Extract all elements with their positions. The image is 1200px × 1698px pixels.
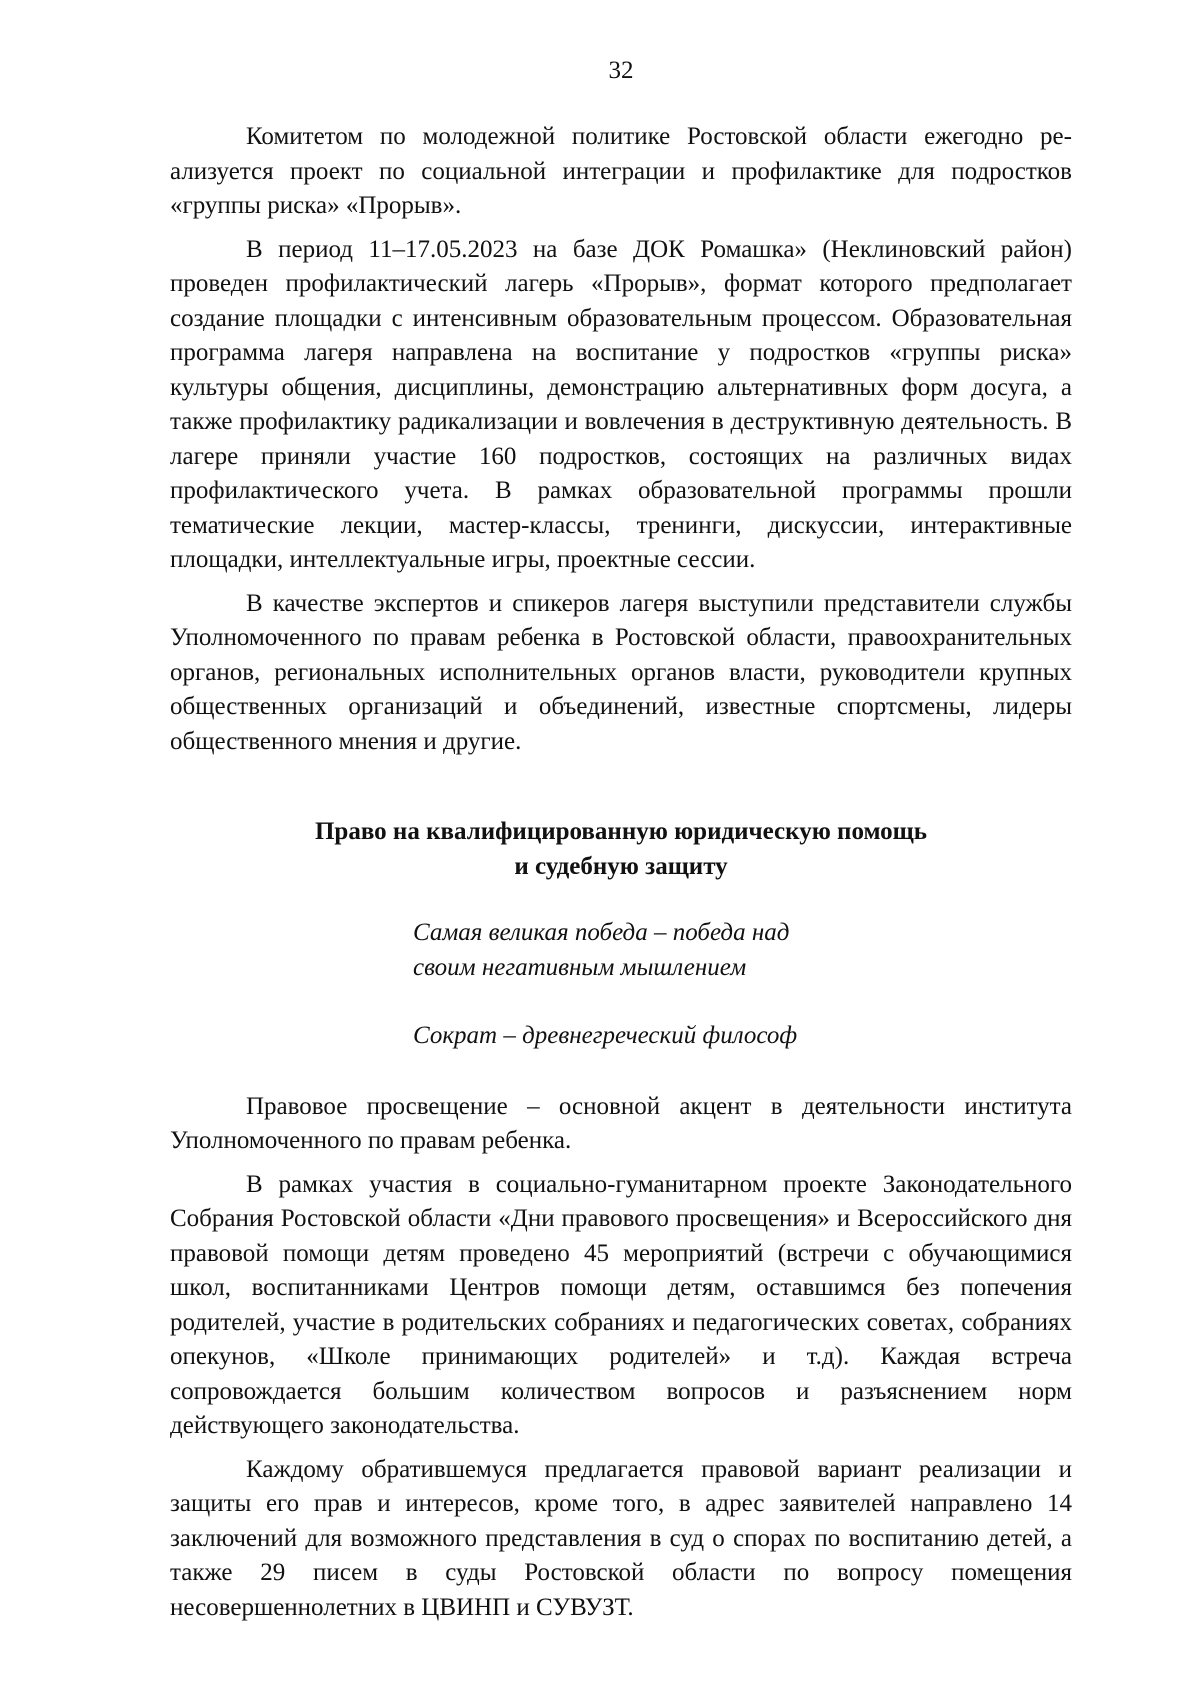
paragraph-legal-education-days: В рамках участия в социально-гуманитарном проекте Законодательного Собрания Ростовской области «Дни правового просвещения» и Всероссийского дня правовой помощи детям проведено 45 мероприятий (встречи с обучающимися школ, воспитанниками Центров помощи детям, оставшимся без попечения родителей, участие в родительских собраниях и педагогических советах, собраниях опекунов, «Школе принимающих родителей» и т.д). Каждая встреча сопровождается большим количеством вопросов и разъяснением норм действующего законодательства. bbox=[170, 1170, 1072, 1439]
epigraph-line-2: своим негативным мышлением bbox=[413, 953, 747, 981]
epigraph-author: Сократ – древнегреческий философ bbox=[413, 1022, 798, 1049]
epigraph bbox=[413, 916, 1072, 1054]
section-heading-line-1: Право на квалифицированную юридическую помощь bbox=[314, 818, 927, 845]
epigraph-line-1: Самая великая победа – победа над bbox=[413, 919, 790, 946]
paragraph-legal-education: Правовое просвещение – основной акцент в деятельности института Уполномоченного по правам ребенка. bbox=[170, 1092, 1072, 1154]
paragraph-youth-policy-project: Комитетом по молодежной политике Ростовской области ежегодно реализуется проект по социальной интеграции и профилактике для подростков «группы риска» «Прорыв». bbox=[170, 123, 1072, 219]
paragraph-legal-assistance: Каждому обратившемуся предлагается правовой вариант реализации и защиты его прав и интересов, кроме того, в адрес заявителей направлено 14 заключений для возможного представления в суд о спорах по воспитанию детей, а также 29 писем в суды Ростовской области по вопросу помещения несовершеннолетних в ЦВИНП и СУВУЗТ. bbox=[170, 1455, 1072, 1621]
page-number: 32 bbox=[608, 57, 634, 84]
section-heading bbox=[170, 815, 1072, 884]
section-heading-line-2: и судебную защиту bbox=[514, 852, 728, 880]
paragraph-camp-experts: В качестве экспертов и спикеров лагеря выступили представители службы Уполномоченного по правам ребенка в Ростовской области, правоохранительных органов, региональных исполнительных органов власти, руководители крупных общественных организаций и объединений, известные спортсмены, лидеры общественного мнения и другие. bbox=[170, 589, 1072, 755]
paragraph-camp-proryv: В период 11–17.05.2023 на базе ДОК Ромашка» (Неклиновский район) проведен профилактический лагерь «Прорыв», формат которого предполагает создание площадки с интенсивным образовательным процессом. Образовательная программа лагеря направлена на воспитание у подростков «группы риска» культуры общения, дисциплины, демонстрацию альтернативных форм досуга, а также профилактику радикализации и вовлечения в деструктивную деятельность. В лагере приняли участие 160 подростков, состоящих на различных видах профилактического учета. В рамках образовательной программы прошли тематические лекции, мастер-классы, тренинги, дискуссии, интерактивные площадки, интеллектуальные игры, проектные сессии. bbox=[170, 235, 1072, 573]
